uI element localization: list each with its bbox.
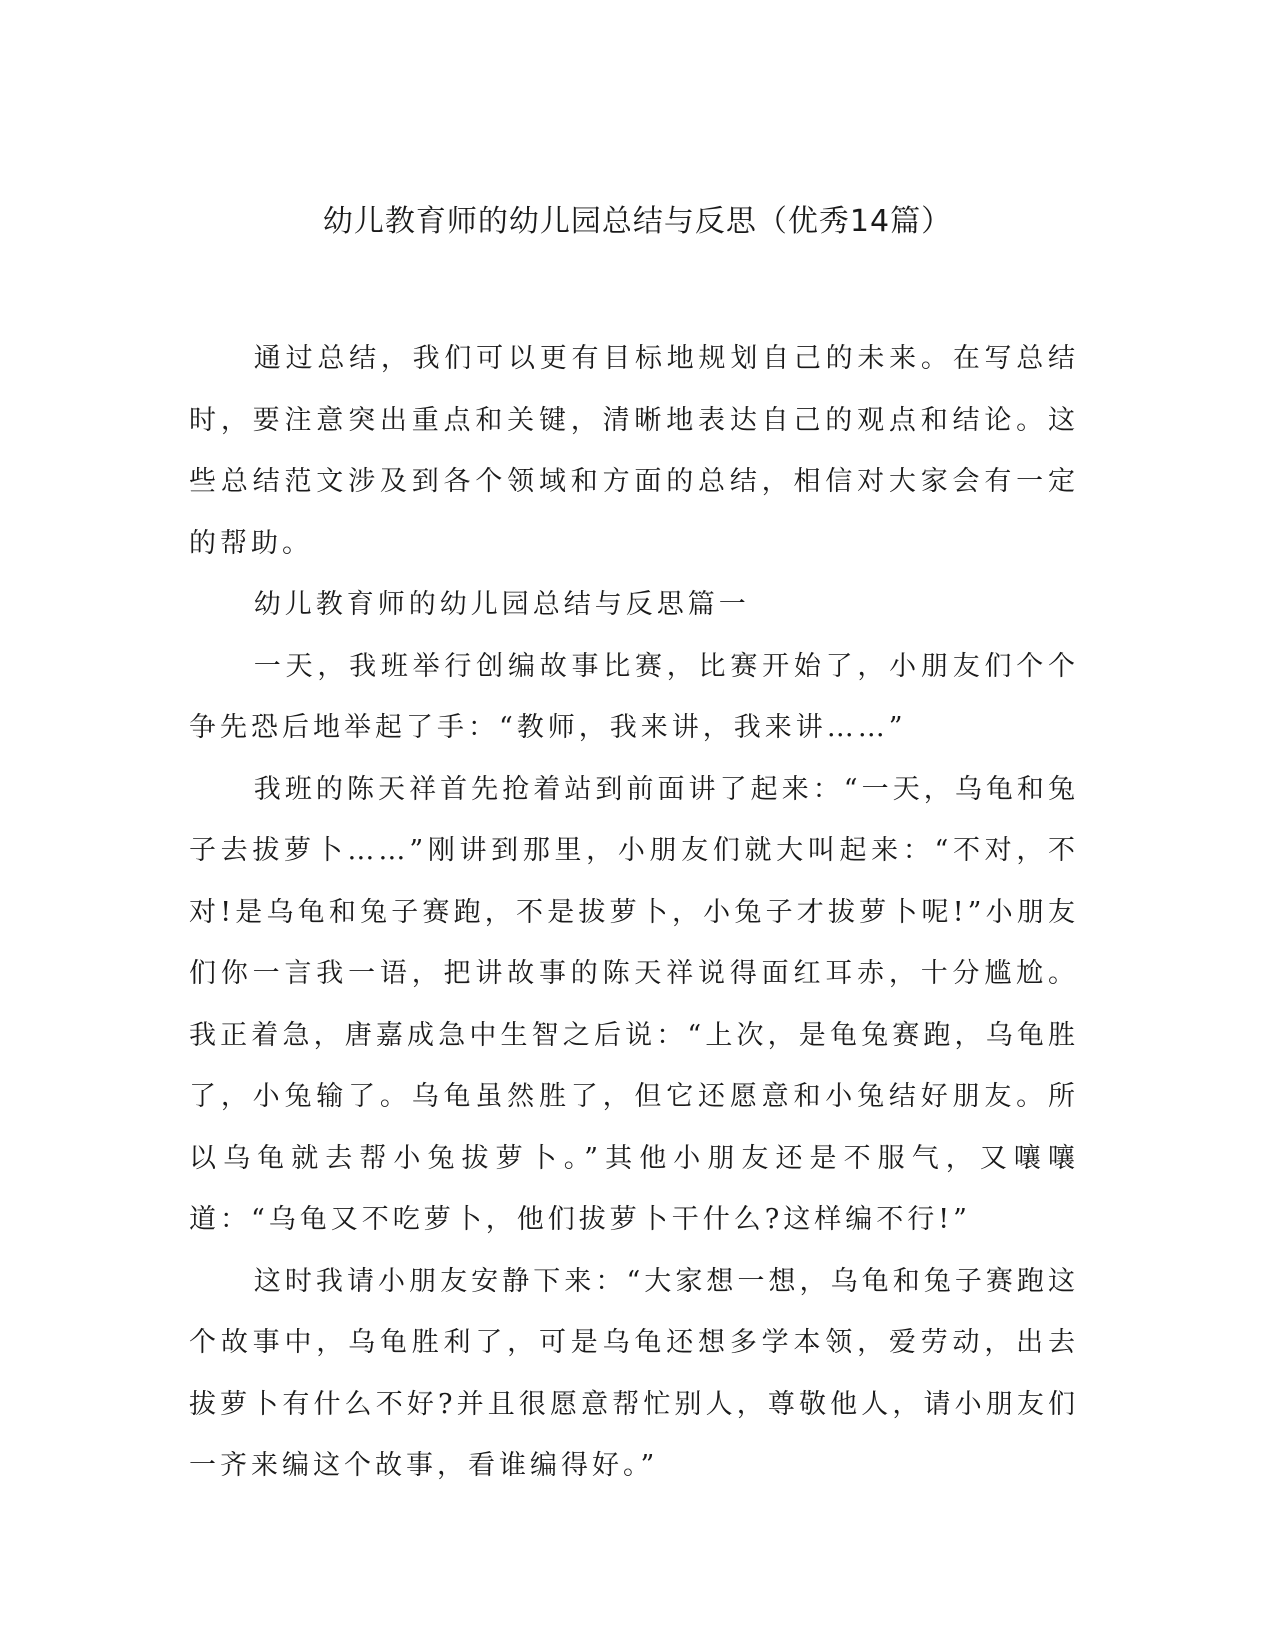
body-paragraph: 我班的陈天祥首先抢着站到前面讲了起来：“一天，乌龟和兔子去拔萝卜……”刚讲到那里，小朋友们就大叫起来：“不对，不对!是乌龟和兔子赛跑，不是拔萝卜，小兔子才拔萝卜呢!”小朋友们你一言我一语，把讲故事的陈天祥说得面红耳赤，十分尴尬。我正着急，唐嘉成急中生智之后说：“上次，是龟兔赛跑，乌龟胜了，小兔输了。乌龟虽然胜了，但它还愿意和小兔结好朋友。所以乌龟就去帮小兔拔萝卜。”其他小朋友还是不服气，又嚷嚷道：“乌龟又不吃萝卜，他们拔萝卜干什么?这样编不行!” (189, 773, 1079, 1235)
document-body (189, 328, 1079, 1497)
document-title: 幼儿教育师的幼儿园总结与反思（优秀14篇） (322, 204, 953, 239)
section-heading: 幼儿教育师的幼儿园总结与反思篇一 (253, 589, 750, 620)
body-paragraph: 这时我请小朋友安静下来：“大家想一想，乌龟和兔子赛跑这个故事中，乌龟胜利了，可是乌龟还想多学本领，爱劳动，出去拔萝卜有什么不好?并且很愿意帮忙别人，尊敬他人，请小朋友们一齐来编这个故事，看谁编得好。” (189, 1265, 1079, 1481)
body-paragraph: 一天，我班举行创编故事比赛，比赛开始了，小朋友们个个争先恐后地举起了手：“教师，我来讲，我来讲……” (189, 650, 1079, 743)
intro-paragraph: 通过总结，我们可以更有目标地规划自己的未来。在写总结时，要注意突出重点和关键，清晰地表达自己的观点和结论。这些总结范文涉及到各个领域和方面的总结，相信对大家会有一定的帮助。 (189, 343, 1079, 559)
